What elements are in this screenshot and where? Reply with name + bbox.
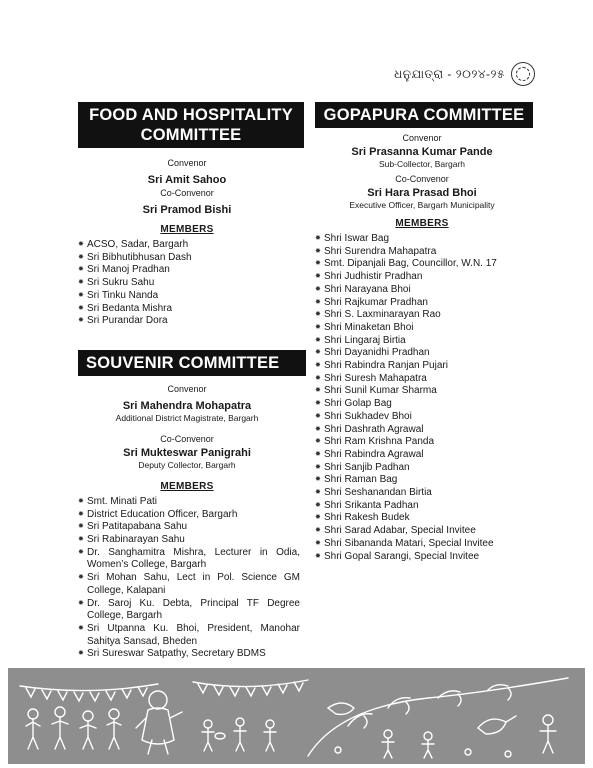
member-item: ✸ Shri Sarad Adabar, Special Invitee	[315, 525, 537, 538]
member-item: ✸ District Education Officer, Bargarh	[78, 509, 300, 522]
member-item: ✸ Shri Srikanta Padhan	[315, 500, 537, 513]
souvenir-co-convenor-label: Co-Convenor	[160, 433, 214, 444]
member-item: ✸ Sri Utpanna Ku. Bhoi, President, Manohar Sahitya Sansad, Bheden	[78, 623, 300, 648]
souvenir-convenor-label: Convenor	[167, 383, 207, 394]
gopapura-members-title: MEMBERS	[395, 218, 449, 229]
member-item: ✸ Shri Ram Krishna Panda	[315, 436, 537, 449]
souvenir-members-list	[78, 496, 300, 661]
gopapura-committee-officials	[315, 133, 529, 229]
member-item: ✸ Shri Sanjib Padhan	[315, 462, 537, 475]
member-item: ✸ Shri Dayanidhi Pradhan	[315, 347, 537, 360]
member-item: ✸ Shri Suresh Mahapatra	[315, 373, 537, 386]
gopapura-co-convenor-name: Sri Hara Prasad Bhoi	[367, 187, 477, 199]
gopapura-co-convenor-designation: Executive Officer, Bargarh Municipality	[349, 200, 495, 210]
member-item: ✸ Shri Judhistir Pradhan	[315, 271, 537, 284]
member-item: ✸ Shri Sunil Kumar Sharma	[315, 385, 537, 398]
food-convenor-label: Convenor	[167, 158, 207, 168]
food-members-title: MEMBERS	[160, 224, 214, 235]
food-co-convenor-label: Co-Convenor	[160, 188, 214, 198]
gopapura-convenor-designation: Sub-Collector, Bargarh	[379, 159, 465, 169]
member-item: ✸ Shri Rakesh Budek	[315, 512, 537, 525]
member-item: ✸ Sri Manoj Pradhan	[78, 264, 300, 277]
food-committee-officials	[78, 158, 296, 235]
member-item: ✸ Sri Bedanta Mishra	[78, 303, 300, 316]
member-item: ✸ Shri Narayana Bhoi	[315, 284, 537, 297]
member-item: ✸ ACSO, Sadar, Bargarh	[78, 239, 300, 252]
member-item: ✸ Sri Bibhutibhusan Dash	[78, 252, 300, 265]
member-item: ✸ Shri Seshanandan Birtia	[315, 487, 537, 500]
folk-art-procession-illustration	[8, 668, 585, 764]
member-item: ✸ Shri Golap Bag	[315, 398, 537, 411]
souvenir-committee-officials	[78, 384, 296, 492]
food-committee-title: FOOD AND HOSPITALITY COMMITTEE	[78, 102, 304, 148]
page-header	[394, 62, 535, 86]
food-co-convenor-name: Sri Pramod Bishi	[142, 204, 232, 216]
member-item: ✸ Sri Tinku Nanda	[78, 290, 300, 303]
souvenir-members-title: MEMBERS	[160, 480, 214, 492]
member-item: ✸ Sri Mohan Sahu, Lect in Pol. Science GM College, Kalapani	[78, 572, 300, 597]
member-item: ✸ Dr. Saroj Ku. Debta, Principal TF Degree College, Bargarh	[78, 598, 300, 623]
member-item: ✸ Shri Rajkumar Pradhan	[315, 297, 537, 310]
food-members-list	[78, 239, 300, 328]
right-column	[315, 102, 537, 563]
souvenir-co-convenor-designation: Deputy Collector, Bargarh	[138, 459, 236, 470]
souvenir-convenor-designation: Additional District Magistrate, Bargarh	[115, 412, 259, 423]
souvenir-convenor-name: Sri Mahendra Mohapatra	[122, 399, 252, 412]
member-item: ✸ Shri Surendra Mahapatra	[315, 246, 537, 259]
food-convenor-name: Sri Amit Sahoo	[147, 174, 227, 186]
page-header-text: ଧନୁଯାତ୍ରା - ୨୦୨୪-୨୫	[394, 66, 505, 81]
left-column	[78, 102, 300, 661]
member-item: ✸ Shri Rabindra Ranjan Pujari	[315, 360, 537, 373]
member-item: ✸ Sri Sukru Sahu	[78, 277, 300, 290]
gopapura-co-convenor-label: Co-Convenor	[395, 174, 449, 184]
member-item: ✸ Shri Sukhadev Bhoi	[315, 411, 537, 424]
souvenir-committee-title: SOUVENIR COMMITTEE	[78, 350, 306, 376]
member-item: ✸ Smt. Minati Pati	[78, 496, 300, 509]
member-item: ✸ Shri Iswar Bag	[315, 233, 537, 246]
souvenir-co-convenor-name: Sri Mukteswar Panigrahi	[123, 446, 251, 459]
member-item: ✸ Shri Gopal Sarangi, Special Invitee	[315, 551, 537, 564]
member-item: ✸ Shri Raman Bag	[315, 474, 537, 487]
gopapura-convenor-label: Convenor	[402, 133, 442, 143]
member-item: ✸ Shri Sibananda Matari, Special Invitee	[315, 538, 537, 551]
member-item: ✸ Dr. Sanghamitra Mishra, Lecturer in Odia, Women’s College, Bargarh	[78, 547, 300, 572]
member-item: ✸ Shri Rabindra Agrawal	[315, 449, 537, 462]
member-item: ✸ Shri Minaketan Bhoi	[315, 322, 537, 335]
member-item: ✸ Shri Dashrath Agrawal	[315, 424, 537, 437]
footer-art-band	[8, 668, 585, 764]
member-item: ✸ Sri Patitapabana Sahu	[78, 521, 300, 534]
emblem-icon	[511, 62, 535, 86]
member-item: ✸ Sri Sureswar Satpathy, Secretary BDMS	[78, 648, 300, 661]
gopapura-members-list	[315, 233, 537, 563]
member-item: ✸ Sri Rabinarayan Sahu	[78, 534, 300, 547]
member-item: ✸ Shri S. Laxminarayan Rao	[315, 309, 537, 322]
member-item: ✸ Smt. Dipanjali Bag, Councillor, W.N. 17	[315, 258, 537, 271]
member-item: ✸ Sri Purandar Dora	[78, 315, 300, 328]
member-item: ✸ Shri Lingaraj Birtia	[315, 335, 537, 348]
gopapura-convenor-name: Sri Prasanna Kumar Pande	[351, 146, 493, 158]
gopapura-committee-title: GOPAPURA COMMITTEE	[315, 102, 533, 128]
